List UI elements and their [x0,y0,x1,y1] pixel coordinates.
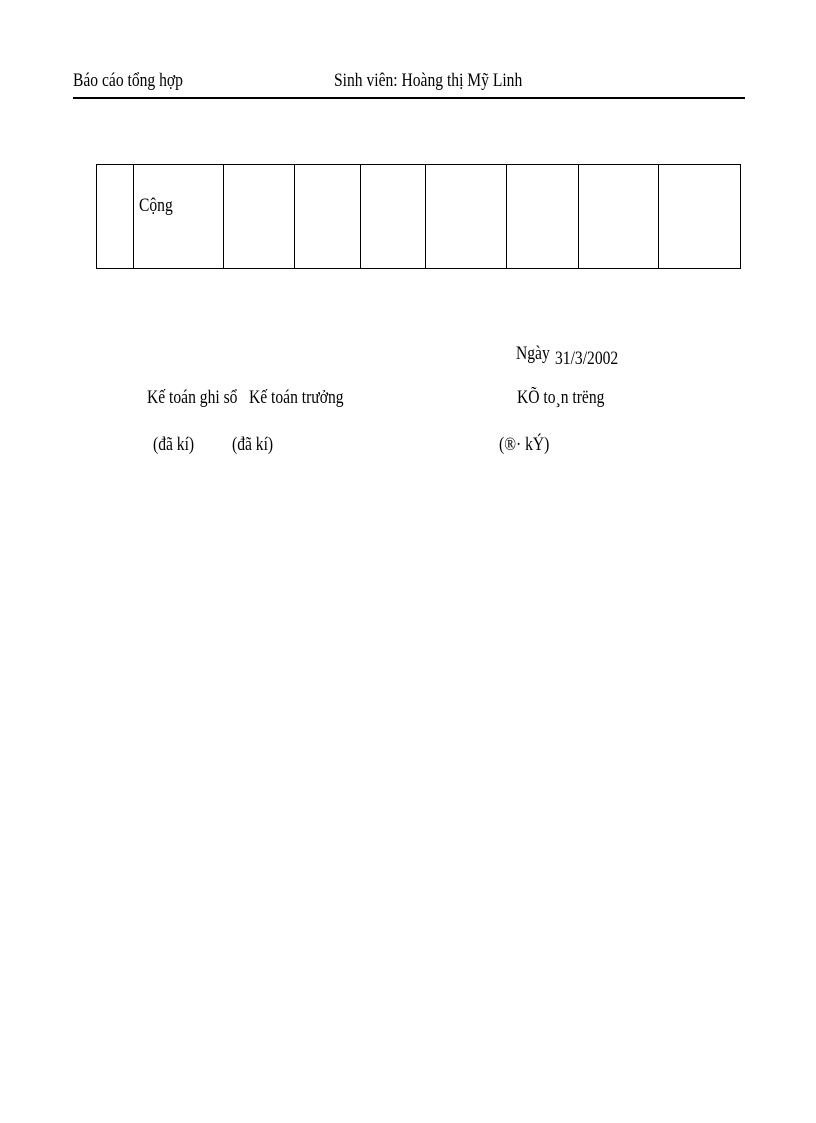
table-cell [295,165,361,269]
accountant-note: (đã kí) [153,434,195,455]
accountant-title: Kế toán ghi sổ [147,387,238,408]
plan-note: (®· kÝ) [499,434,550,455]
table-cell [97,165,134,269]
report-title: Báo cáo tổng hợp [73,70,183,91]
total-label: Cộng [139,195,173,216]
date-word: Ngày [516,343,550,364]
table-cell [426,165,507,269]
table-cell [507,165,579,269]
table-cell [579,165,659,269]
header-divider [73,97,745,99]
plan-title: KÕ to¸n trëng [517,387,605,408]
date-value: 31/3/2002 [555,348,619,369]
chief-accountant-note: (đã kí) [232,434,274,455]
table-row [97,165,741,269]
student-name: Sinh viên: Hoàng thị Mỹ Linh [334,70,523,91]
total-table [96,164,741,269]
table-cell [361,165,426,269]
chief-accountant-title: Kế toán trưởng [249,387,344,408]
table-cell [659,165,741,269]
total-label-cell [134,165,224,269]
table-cell [224,165,295,269]
